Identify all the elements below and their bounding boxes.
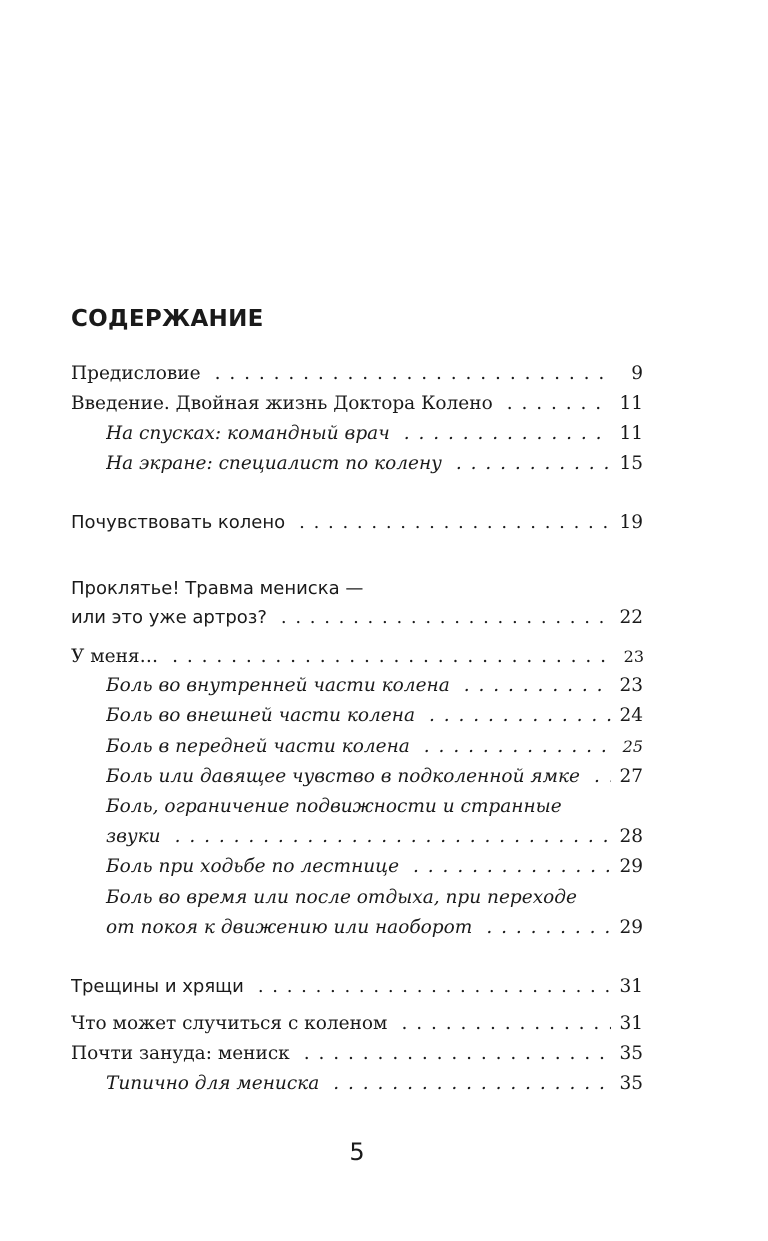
toc-entry-page: 29 [619,856,643,877]
dot-leader [594,765,612,789]
dot-leader [401,1012,611,1036]
toc-entry-title: Почувствовать колено [71,512,286,533]
toc-part-entry [71,511,643,535]
dot-leader [172,645,614,669]
toc-entry-page: 31 [619,976,643,997]
toc-entry-title: На спусках: командный врач [106,423,390,444]
toc-entry-title-line1: Проклятье! Травма мениска — [71,578,364,599]
toc-entry [106,704,643,728]
toc-entry [106,855,643,879]
dot-leader [464,674,612,698]
dot-leader [507,392,612,416]
dot-leader [175,825,612,849]
toc-entry-title: Что может случиться с коленом [71,1013,388,1034]
toc-entry [71,1042,643,1066]
toc-entry-page: 11 [619,423,643,444]
toc-entry-page: 19 [619,512,643,533]
page-number: 5 [349,1138,365,1166]
toc-entry-title: Трещины и хрящи [71,976,244,997]
toc-entry-title-line1: Боль во время или после отдыха, при переходе [106,887,577,908]
toc-entry-title: Боль при ходьбе по лестнице [106,856,400,877]
toc-entry [106,916,643,940]
toc-entry-page: 28 [619,826,643,847]
toc-entry-page: 22 [619,607,643,628]
toc-entry-page: 23 [619,675,643,696]
dot-leader [486,916,611,940]
toc-entry [106,765,643,789]
toc-entry [106,674,643,698]
toc-entry-page: 35 [619,1043,643,1064]
toc-entry [106,452,643,476]
toc-entry-title-line1: Боль, ограничение подвижности и странные [106,796,562,817]
toc-entry-page: 31 [619,1013,643,1034]
toc-entry-page: 23 [623,647,644,666]
toc-entry-title: Боль или давящее чувство в подколенной ямке [106,766,580,787]
toc-entry-page: 35 [619,1073,643,1094]
toc-entry [71,362,643,386]
toc-entry-title: Почти зануда: мениск [71,1043,290,1064]
toc-entry-title: или это уже артроз? [71,607,267,628]
toc-entry [106,1072,643,1096]
dot-leader [299,511,611,535]
toc-entry-title: Боль в передней части колена [106,736,410,757]
dot-leader [404,422,612,446]
dot-leader [424,735,613,759]
toc-entry-page: 29 [619,917,643,938]
toc-entry-page: 24 [619,705,643,726]
dot-leader [413,855,611,879]
dot-leader [258,975,612,999]
dot-leader [456,452,612,476]
dot-leader [333,1072,611,1096]
toc-entry-title: от покоя к движению или наоборот [106,917,473,938]
toc-entry-title: У меня… [71,646,159,667]
toc-entry-page: 25 [622,737,643,756]
toc-entry-title: Введение. Двойная жизнь Доктора Колено [71,393,493,414]
toc-entry-page: 9 [631,363,643,384]
toc-entry [71,392,643,416]
toc-entry-title: Предисловие [71,363,201,384]
toc-entry-title: звуки [106,826,161,847]
toc-entry-title: На экране: специалист по колену [106,453,442,474]
toc-entry [106,422,643,446]
toc-part-entry [71,975,643,999]
toc-entry [106,735,643,759]
toc-part-entry [71,606,643,630]
toc-entry-page: 27 [619,766,643,787]
dot-leader [304,1042,612,1066]
dot-leader [215,362,613,386]
toc-entry-page: 11 [619,393,643,414]
page-heading: СОДЕРЖАНИЕ [71,306,264,332]
toc-entry-title: Боль во внутренней части колена [106,675,450,696]
toc-entry [106,825,643,849]
toc-entry-page: 15 [619,453,643,474]
toc-entry [71,1012,643,1036]
toc-entry-title: Типично для мениска [106,1073,320,1094]
toc-entry [71,645,644,669]
dot-leader [429,704,611,728]
toc-entry-title: Боль во внешней части колена [106,705,415,726]
dot-leader [281,606,612,630]
